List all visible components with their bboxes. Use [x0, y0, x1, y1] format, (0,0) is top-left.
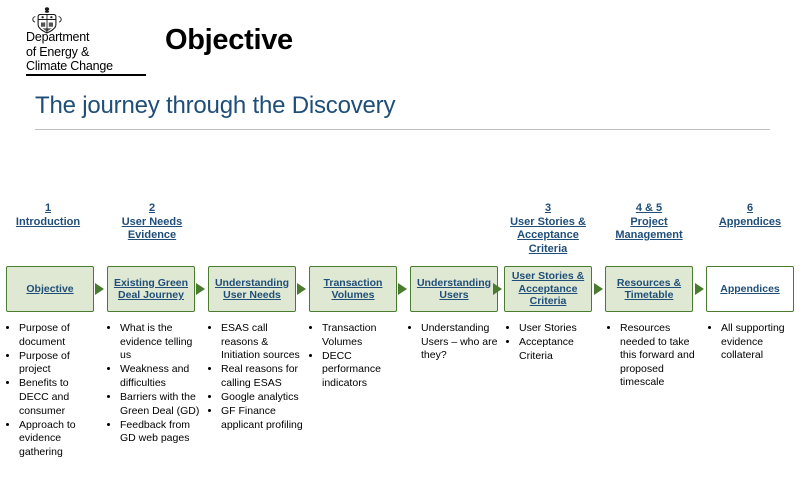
list-item: • Feedback from GD web pages — [120, 419, 203, 446]
list-item: • GF Finance applicant profiling — [221, 405, 306, 432]
flow-node-label: Transaction Volumes — [323, 276, 383, 301]
list-item: • Purpose of document — [19, 322, 100, 349]
page-title: Objective — [165, 24, 293, 56]
column-heading-4-5: 4 & 5 Project Management — [615, 202, 683, 241]
list-item: • Understanding Users – who are they? — [421, 322, 504, 363]
flow-arrow-4 — [398, 283, 407, 295]
flow-node-label: Appendices — [720, 282, 780, 295]
list-item: • DECC performance indicators — [322, 350, 405, 391]
bullet-list-transaction-volumes — [309, 322, 405, 391]
list-item: • What is the evidence telling us — [120, 322, 203, 363]
column-heading-2: 2 User Needs Evidence — [121, 202, 183, 241]
department-name-line-3: Climate Change — [26, 59, 113, 73]
list-item: • Approach to evidence gathering — [19, 419, 100, 460]
flow-node-user-stories-acceptance-criteria[interactable] — [504, 266, 592, 312]
flow-node-label: Resources & Timetable — [616, 276, 682, 301]
section-subtitle: The journey through the Discovery — [35, 92, 396, 119]
list-item: • Weakness and difficulties — [120, 363, 203, 390]
flow-node-understanding-user-needs[interactable] — [208, 266, 296, 312]
flow-arrow-3 — [297, 283, 306, 295]
department-name-line-1: Department — [26, 30, 90, 44]
bullet-list-understanding-user-needs — [208, 322, 306, 433]
list-item: • All supporting evidence collateral — [721, 322, 798, 363]
flow-node-label: Objective — [26, 282, 74, 295]
flow-node-understanding-users[interactable] — [410, 266, 498, 312]
list-item: • Acceptance Criteria — [519, 336, 598, 363]
flow-node-existing-green-deal-journey[interactable] — [107, 266, 195, 312]
bullet-list-project-management — [607, 322, 699, 390]
flow-node-objective[interactable] — [6, 266, 94, 312]
flow-node-transaction-volumes[interactable] — [309, 266, 397, 312]
bullet-list-appendices — [708, 322, 798, 363]
list-item: • Real reasons for calling ESAS — [221, 363, 306, 390]
list-item: • Google analytics — [221, 391, 306, 405]
flow-node-label: Understanding User Needs — [214, 276, 290, 301]
list-item: • User Stories — [519, 322, 598, 336]
column-heading-6: 6 Appendices — [718, 202, 782, 228]
bullet-list-user-stories — [506, 322, 598, 364]
flow-arrow-7 — [695, 283, 704, 295]
flow-arrow-5 — [493, 283, 502, 295]
bullet-list-understanding-users — [408, 322, 504, 363]
flow-arrow-6 — [594, 283, 603, 295]
list-item: • Purpose of project — [19, 350, 100, 377]
flow-node-label: Understanding Users — [416, 276, 492, 301]
flow-node-label: User Stories & Acceptance Criteria — [511, 270, 585, 308]
list-item: • ESAS call reasons & Initiation sources — [221, 322, 306, 363]
column-heading-3: 3 User Stories & Acceptance Criteria — [510, 202, 586, 255]
list-item: • Transaction Volumes — [322, 322, 405, 349]
list-item: • Barriers with the Green Deal (GD) — [120, 391, 203, 418]
department-name-line-2: of Energy & — [26, 44, 90, 59]
list-item: • Benefits to DECC and consumer — [19, 377, 100, 418]
list-item: • Resources needed to take this forward and proposed timescale — [620, 322, 699, 390]
column-heading-1: 1 Introduction — [15, 202, 81, 228]
flow-arrow-2 — [196, 283, 205, 295]
bullet-list-introduction — [6, 322, 100, 460]
flow-node-label: Existing Green Deal Journey — [113, 276, 189, 301]
flow-node-appendices[interactable] — [706, 266, 794, 312]
flow-arrow-1 — [95, 283, 104, 295]
bullet-list-existing-green-deal-journey — [107, 322, 203, 446]
flow-node-resources-timetable[interactable] — [605, 266, 693, 312]
